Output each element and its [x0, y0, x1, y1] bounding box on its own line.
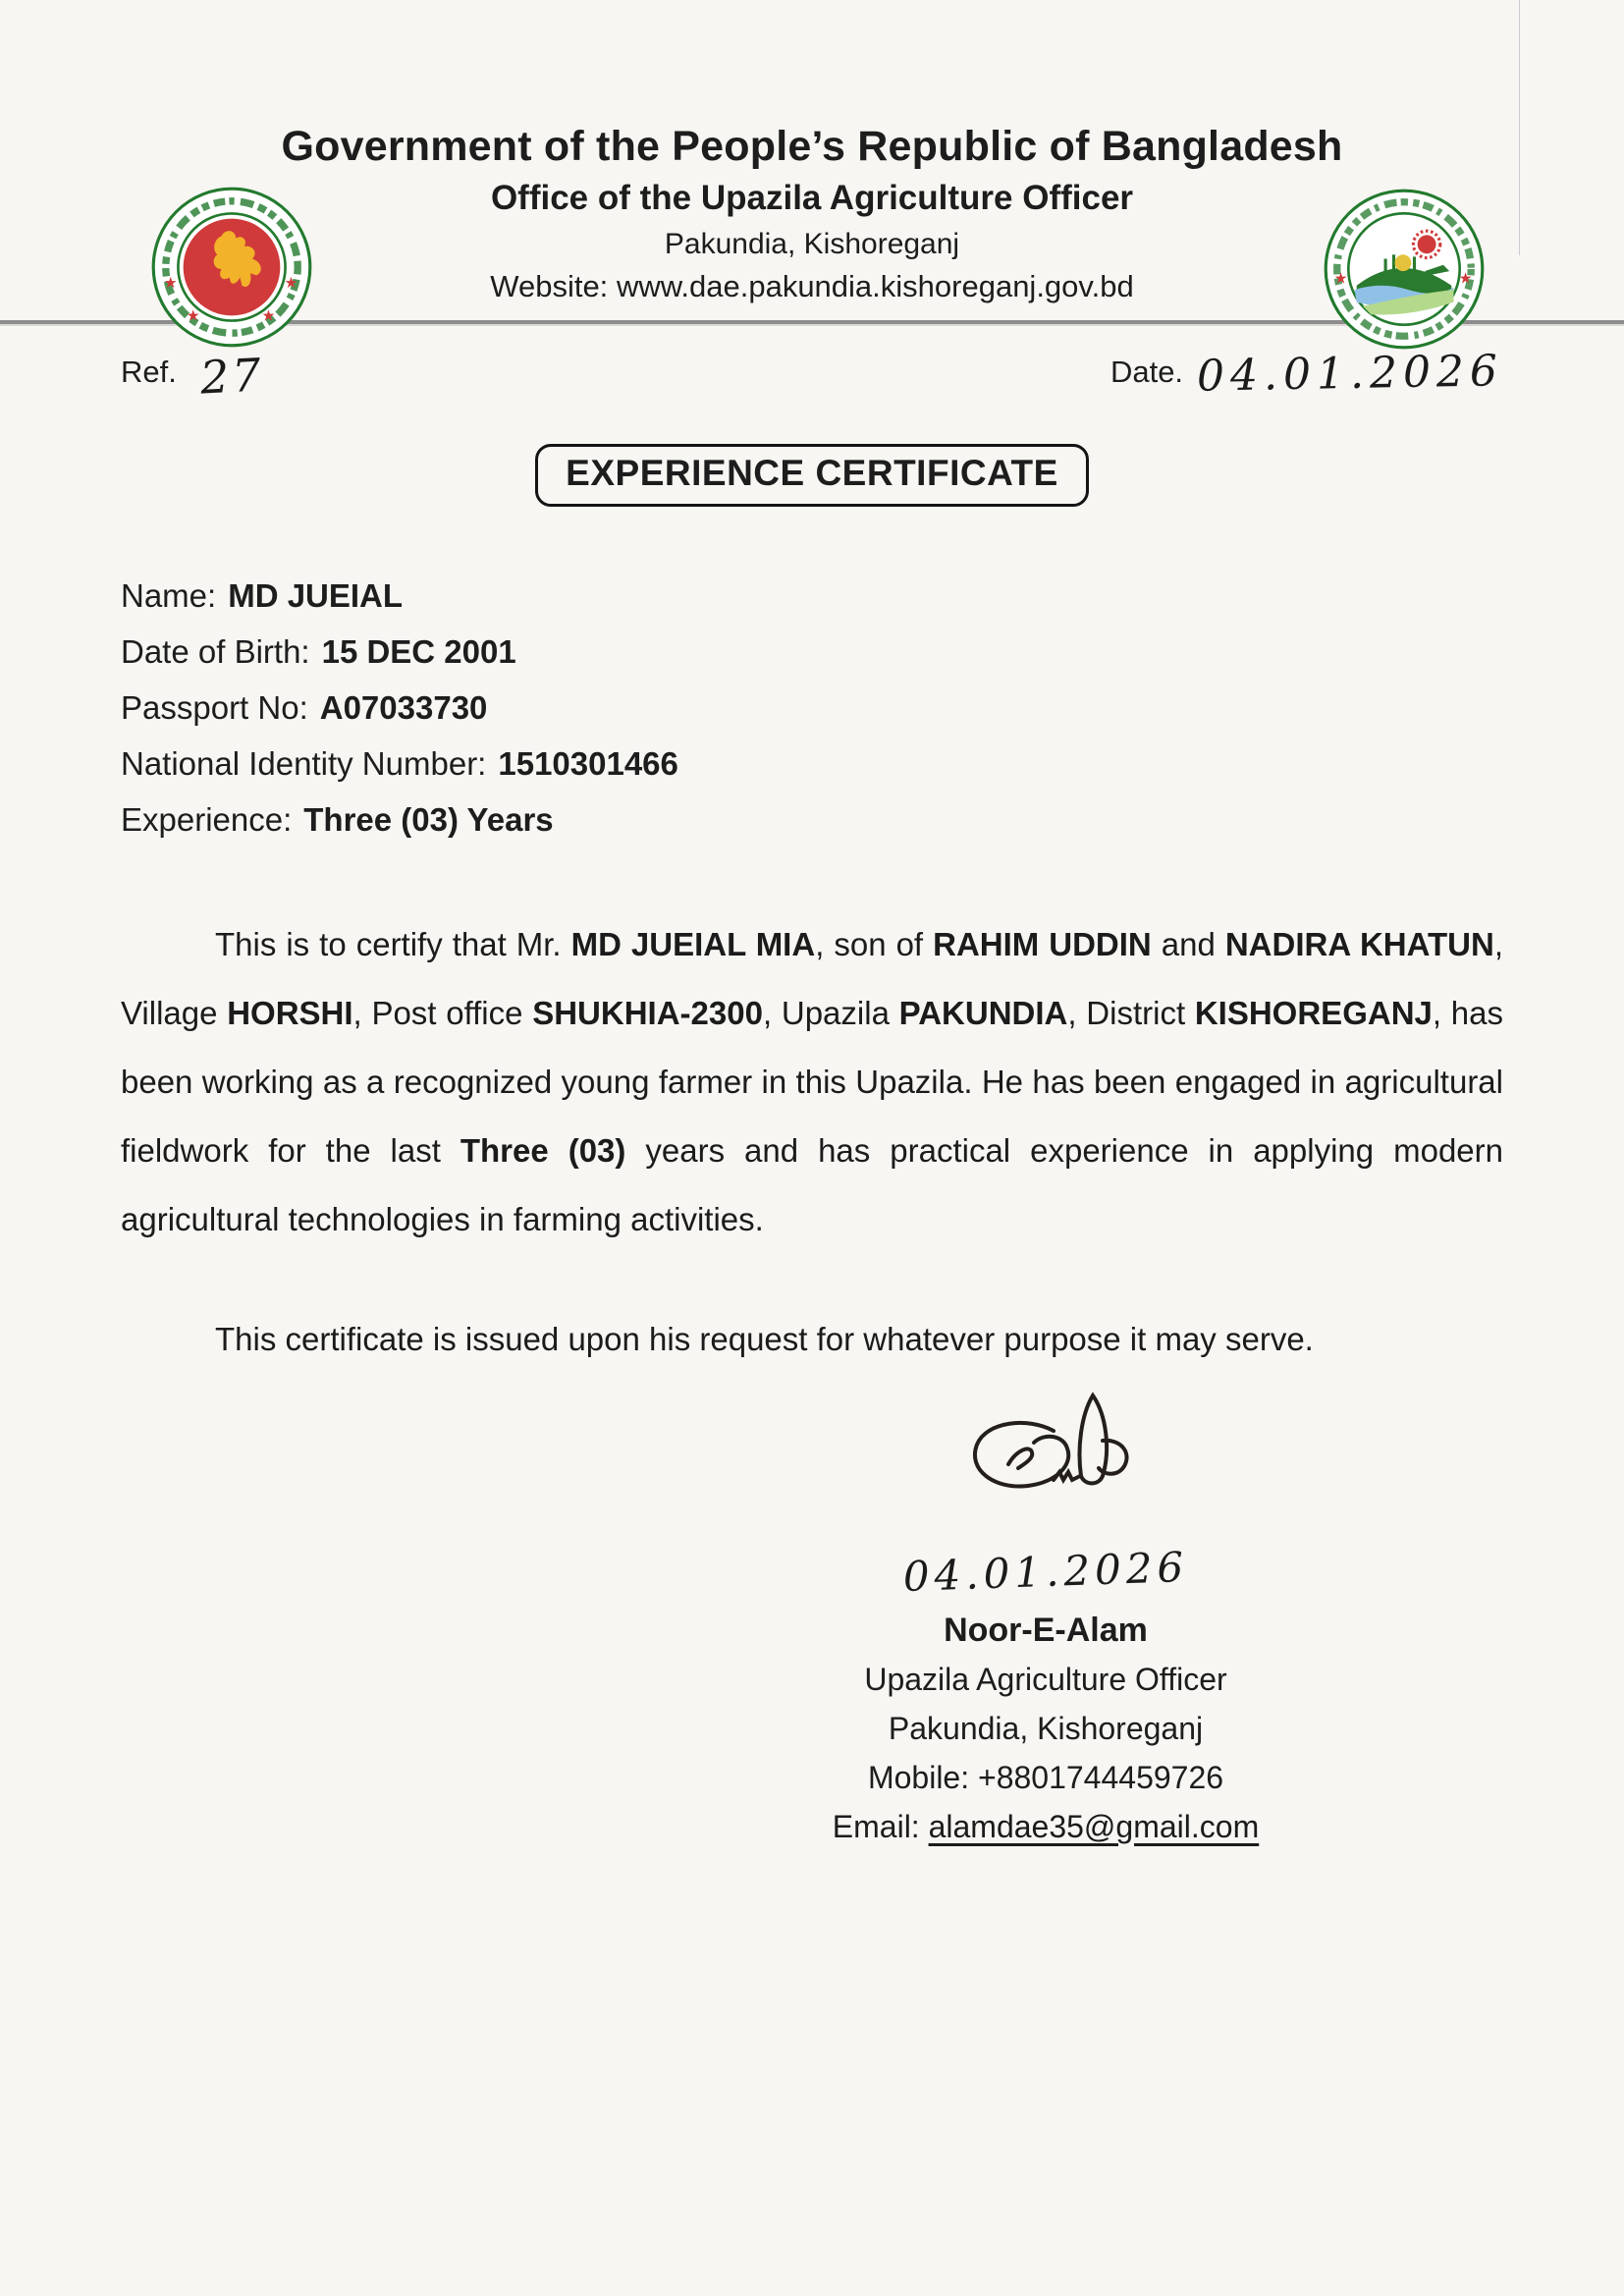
letterhead — [0, 0, 1624, 325]
svg-text:★: ★ — [186, 307, 200, 325]
signature-date-handwritten: 04.01.2026 — [901, 1542, 1189, 1602]
detail-row-nid — [121, 736, 1503, 792]
certificate-body-paragraph: This is to certify that Mr. MD JUEIAL MIA, son of RAHIM UDDIN and NADIRA KHATUN, Village HORSHI, Post office SHUKHIA-2300, Upazila PAKUNDIA, District KISHOREGANJ, has been working as a recognized young farmer in this Upazila. He has been engaged in agricultural fieldwork for the last Three (03) years and has practical experience in applying modern agricultural technologies in farming activities. — [121, 926, 1503, 1237]
detail-row-passport — [121, 680, 1503, 736]
ref-label: Ref. — [121, 355, 177, 389]
detail-value: Three (03) Years — [303, 801, 554, 838]
website-label: Website: — [490, 269, 609, 303]
svg-text:★: ★ — [163, 275, 178, 292]
personal-details — [121, 568, 1503, 847]
mobile-label: Mobile: — [867, 1760, 970, 1795]
mobile-number: +8801744459726 — [978, 1760, 1224, 1795]
detail-value: 15 DEC 2001 — [321, 633, 516, 670]
detail-label: National Identity Number: — [121, 745, 487, 782]
signatory-name: Noor-E-Alam — [944, 1612, 1148, 1649]
signatory-location: Pakundia, Kishoreganj — [888, 1711, 1204, 1746]
website-url: www.dae.pakundia.kishoreganj.gov.bd — [616, 269, 1134, 303]
detail-row-name — [121, 568, 1503, 624]
detail-row-dob — [121, 624, 1503, 680]
certificate-title: EXPERIENCE CERTIFICATE — [535, 444, 1089, 507]
signature-block — [771, 1390, 1321, 1851]
government-seal-icon — [149, 185, 314, 350]
detail-row-experience — [121, 792, 1503, 847]
ref-number-handwritten: 27 — [198, 348, 265, 405]
detail-value: 1510301466 — [498, 745, 678, 782]
svg-text:★: ★ — [261, 307, 276, 325]
detail-label: Passport No: — [121, 689, 308, 726]
dae-seal-icon — [1322, 187, 1487, 352]
office-title: Office of the Upazila Agriculture Officer — [490, 179, 1134, 217]
detail-value: MD JUEIAL — [228, 577, 404, 614]
date-handwritten: 04.01.2026 — [1196, 346, 1504, 402]
date-label: Date. — [1110, 355, 1184, 389]
detail-label: Experience: — [121, 801, 293, 838]
office-location: Pakundia, Kishoreganj — [664, 228, 960, 260]
detail-label: Date of Birth: — [121, 633, 310, 670]
signatory-mobile — [771, 1753, 1321, 1802]
email-link[interactable]: alamdae35@gmail.com — [928, 1809, 1260, 1844]
email-label: Email: — [832, 1809, 920, 1844]
signatory-title: Upazila Agriculture Officer — [864, 1662, 1227, 1697]
svg-text:★: ★ — [284, 275, 298, 292]
signature-scribble — [771, 1390, 1321, 1545]
ref-date-row — [121, 340, 1504, 405]
certificate-closing-paragraph: This certificate is issued upon his request for whatever purpose it may serve. — [215, 1321, 1314, 1357]
government-title: Government of the People’s Republic of Bangladesh — [281, 123, 1343, 170]
date-field — [1110, 343, 1504, 402]
svg-text:★: ★ — [1333, 270, 1348, 288]
svg-text:★: ★ — [1458, 270, 1473, 288]
signatory-email — [771, 1802, 1321, 1851]
detail-label: Name: — [121, 577, 217, 614]
detail-value: A07033730 — [319, 689, 488, 726]
